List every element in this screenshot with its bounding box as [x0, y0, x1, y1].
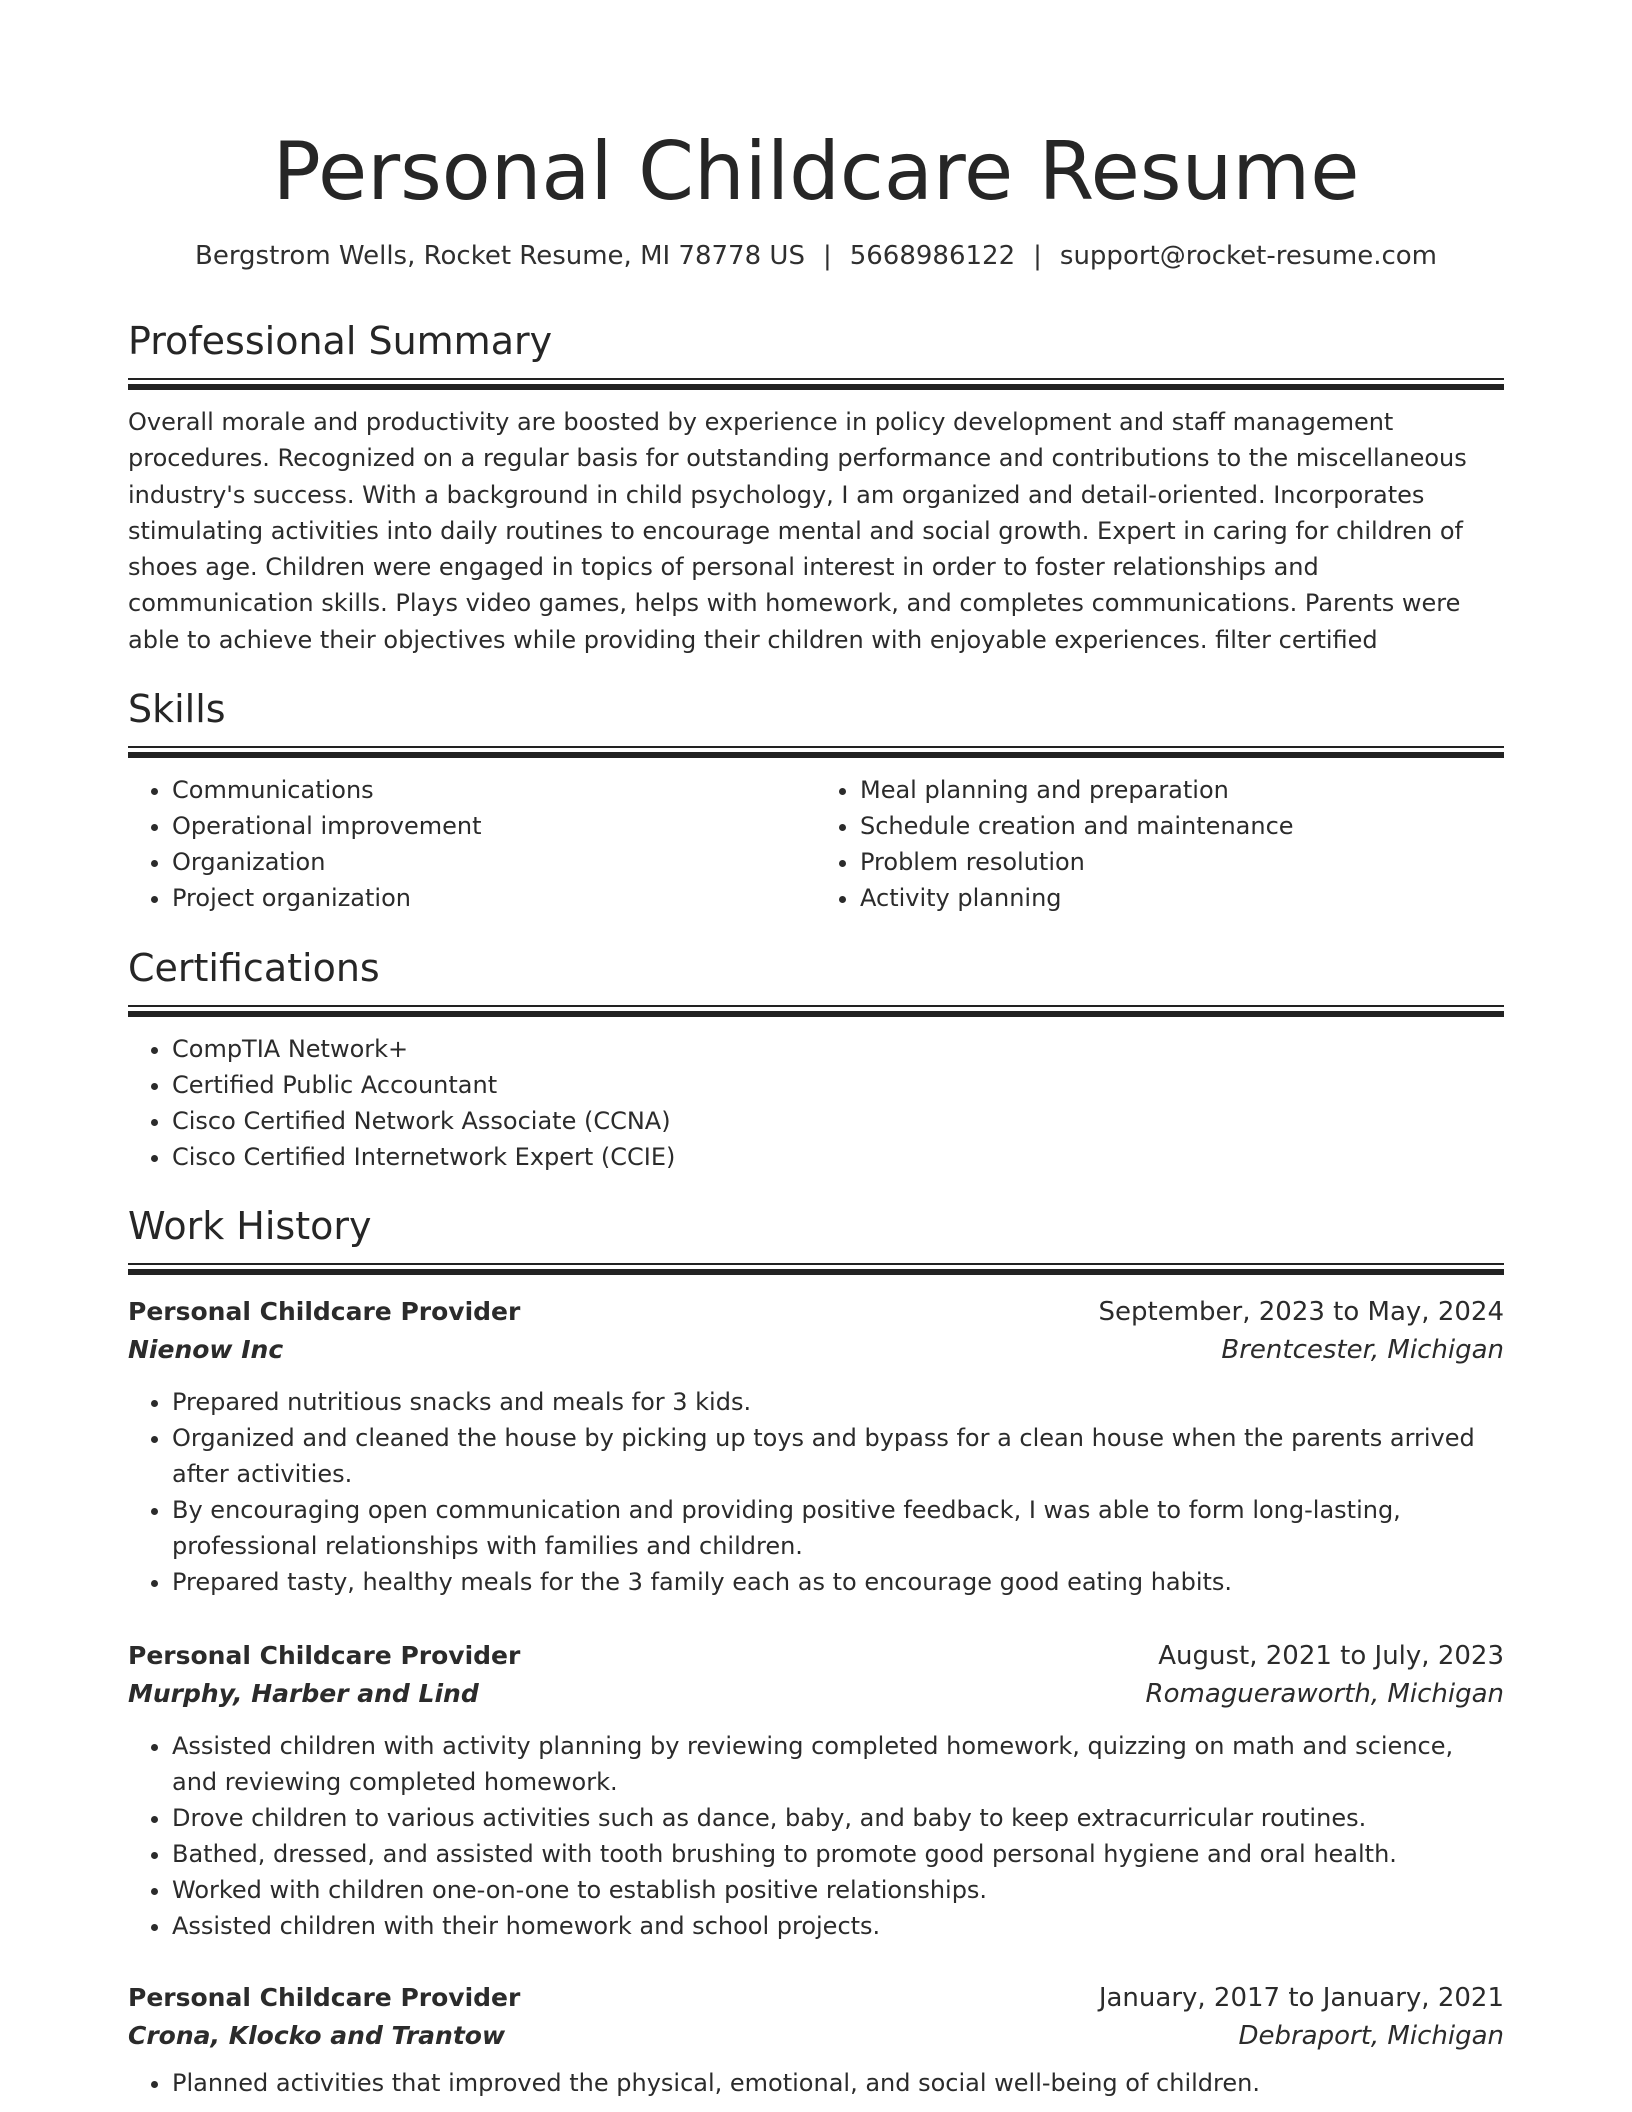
- certification-item: • CompTIA Network+: [172, 1031, 1504, 1067]
- job-bullet: • Assisted children with activity planning by reviewing completed homework, quizzing on math and science, and reviewing completed homework.: [172, 1728, 1504, 1800]
- job-bullet: • Planned activities that improved the physical, emotional, and social well-being of children.: [172, 2065, 1504, 2101]
- job-dates: January, 2017 to January, 2021: [1098, 1983, 1504, 2013]
- job-bullet: • Drove children to various activities such as dance, baby, and baby to keep extracurricular routines.: [172, 1800, 1504, 1836]
- job-company: Crona, Klocko and Trantow: [128, 2021, 506, 2050]
- skills-heading: Skills: [128, 687, 226, 731]
- job-title: Personal Childcare Provider: [128, 1297, 521, 1326]
- job-title: Personal Childcare Provider: [128, 1983, 521, 2012]
- job-dates: September, 2023 to May, 2024: [1098, 1297, 1504, 1327]
- certification-item: • Cisco Certified Network Associate (CCNA): [172, 1103, 1504, 1139]
- job-location: Brentcester, Michigan: [1221, 1335, 1504, 1365]
- job-subheader: [128, 1675, 1504, 1713]
- contact-separator: |: [822, 241, 832, 271]
- job-bullets: [128, 2065, 1504, 2101]
- skill-item: • Meal planning and preparation: [860, 772, 1504, 808]
- job-header: [128, 1637, 1504, 1675]
- job-bullet: • Prepared nutritious snacks and meals for 3 kids.: [172, 1384, 1504, 1420]
- skills-columns: [128, 758, 1504, 916]
- work-history-heading: Work History: [128, 1204, 372, 1248]
- job-bullet: • Organized and cleaned the house by picking up toys and bypass for a clean house when the parents arrived after activities.: [172, 1420, 1504, 1492]
- work-history-section: [128, 1201, 1504, 1275]
- contact-separator: |: [1033, 241, 1042, 271]
- job-entry: [128, 1979, 1504, 2101]
- job-bullet: • By encouraging open communication and providing positive feedback, I was able to form long-lasting, professional relationships with families and children.: [172, 1492, 1504, 1564]
- skill-item: • Problem resolution: [860, 844, 1504, 880]
- job-title: Personal Childcare Provider: [128, 1641, 521, 1670]
- certification-item: • Certified Public Accountant: [172, 1067, 1504, 1103]
- job-header: [128, 1293, 1504, 1331]
- job-bullet: • Prepared tasty, healthy meals for the 3 family each as to encourage good eating habits.: [172, 1564, 1504, 1600]
- skill-item: • Project organization: [172, 880, 816, 916]
- section-divider: [128, 1263, 1504, 1275]
- job-header: [128, 1979, 1504, 2017]
- job-bullet: • Worked with children one-on-one to establish positive relationships.: [172, 1872, 1504, 1908]
- summary-heading: Professional Summary: [128, 319, 553, 363]
- job-subheader: [128, 2017, 1504, 2055]
- job-company: Nienow Inc: [128, 1335, 284, 1364]
- section-divider: [128, 746, 1504, 758]
- contact-phone: 5668986122: [849, 241, 1016, 271]
- job-location: Romagueraworth, Michigan: [1145, 1679, 1504, 1709]
- skill-item: • Schedule creation and maintenance: [860, 808, 1504, 844]
- job-entry: [128, 1637, 1504, 1944]
- skills-list-left: [128, 772, 816, 916]
- contact-line: [0, 238, 1632, 274]
- job-bullets: [128, 1728, 1504, 1944]
- section-divider: [128, 1005, 1504, 1017]
- certifications-list: [128, 1031, 1504, 1175]
- summary-section: [128, 316, 1504, 658]
- skill-item: • Activity planning: [860, 880, 1504, 916]
- job-bullets: [128, 1384, 1504, 1600]
- skill-item: • Organization: [172, 844, 816, 880]
- certifications-heading: Certifications: [128, 946, 380, 990]
- section-divider: [128, 378, 1504, 390]
- skill-item: • Operational improvement: [172, 808, 816, 844]
- job-dates: August, 2021 to July, 2023: [1158, 1641, 1504, 1671]
- certification-item: • Cisco Certified Internetwork Expert (CCIE): [172, 1139, 1504, 1175]
- job-location: Debraport, Michigan: [1238, 2021, 1504, 2051]
- job-subheader: [128, 1331, 1504, 1369]
- certifications-section: [128, 943, 1504, 1175]
- contact-address: Bergstrom Wells, Rocket Resume, MI 78778 US: [194, 241, 805, 271]
- job-bullet: • Assisted children with their homework and school projects.: [172, 1908, 1504, 1944]
- page-title: Personal Childcare Resume: [272, 125, 1360, 218]
- skills-list-right: [816, 772, 1504, 916]
- skill-item: • Communications: [172, 772, 816, 808]
- summary-text: Overall morale and productivity are boosted by experience in policy development and staff management procedures. Recognized on a regular basis for outstanding performance and contributions to the miscellaneous industry's success. With a background in child psychology, I am organized and detail-oriented. Incorporates stimulating activities into daily routines to encourage mental and social growth. Expert in caring for children of shoes age. Children were engaged in topics of personal interest in order to foster relationships and communication skills. Plays video games, helps with homework, and completes communications. Parents were able to achieve their objectives while providing their children with enjoyable experiences. filter certified: [128, 408, 1467, 654]
- job-entry: [128, 1293, 1504, 1600]
- skills-section: [128, 684, 1504, 916]
- job-bullet: • Bathed, dressed, and assisted with tooth brushing to promote good personal hygiene and oral health.: [172, 1836, 1504, 1872]
- job-company: Murphy, Harber and Lind: [128, 1679, 479, 1708]
- contact-email: support@rocket-resume.com: [1059, 241, 1438, 271]
